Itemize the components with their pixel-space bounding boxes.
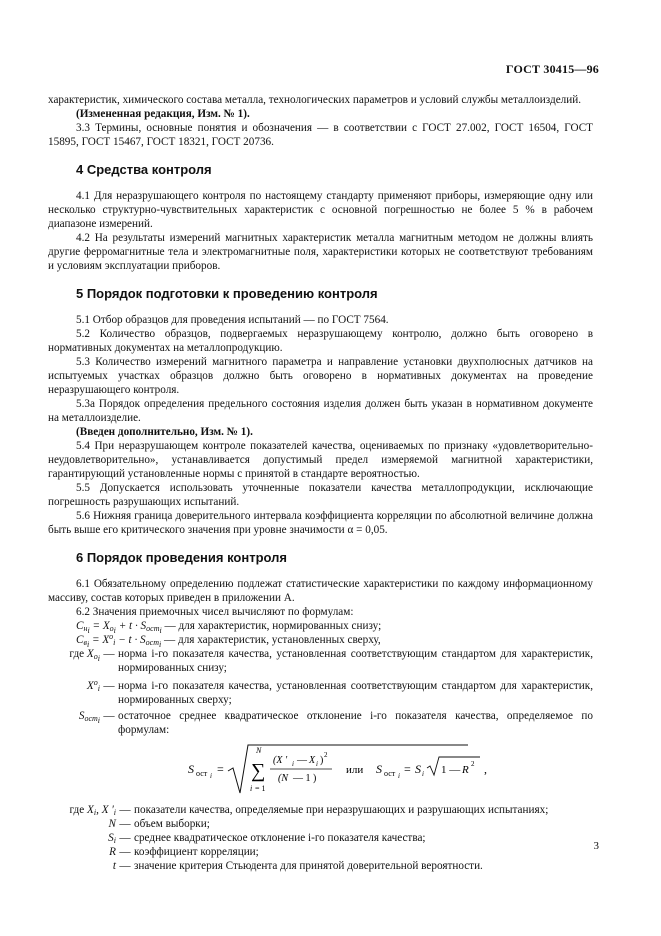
definition-n: N — объем выборки; [48,817,593,831]
symbol-x0-lower: $X_{o_i}$ [86,648,100,663]
svg-text:S: S [376,762,382,776]
definition-text: объем выборки; [134,818,210,830]
svg-text:i: i [250,784,253,793]
definition-text: показатели качества, определяемые при неразрушающих и разрушающих испытаниях; [134,804,549,816]
paragraph-5-6: 5.6 Нижняя граница доверительного интервала коэффициента корреляции по абсолютной величине должна быть выше его критического значения при уровне значимости α = 0,05. [48,510,593,536]
formula-upper [48,633,593,647]
paragraph-4-1: 4.1 Для неразрушающего контроля по настоящему стандарту применяют приборы, измеряющие одну или несколько структурно-чувствительных характеристик с основной погрешностью не более 5 % в рабочем диапазоне измерений. [48,190,593,230]
where-label: где [69,648,85,660]
formula-lower [48,619,593,633]
formula-upper-tail: — для характеристик, установленных сверху, [161,634,381,646]
page-body [48,93,593,873]
svg-text:S: S [188,762,194,776]
svg-text:X: X [309,755,316,766]
paragraph-3-3: 3.3 Термины, основные понятия и обозначения — в соответствии с ГОСТ 27.002, ГОСТ 16504, ГОСТ 15895, ГОСТ 15467, ГОСТ 18321, ГОСТ 20736. [48,122,593,148]
standard-header: ГОСТ 30415—96 [505,62,599,76]
formula-lower-expr: $C_{н_i} = X_{o_i} + t \cdot S_{ост_i}$ [76,620,162,635]
definition-xi: где $X_i$, X $'_i$ — показатели качества, определяемые при неразрушающих и разрушающих испытаниях; [48,803,593,817]
definition-text: среднее квадратическое отклонение i-го показателя качества; [134,832,426,844]
symbol-si: $S_i$ [108,832,116,845]
paragraph-4-2: 4.2 На результаты измерений магнитных характеристик металла магнитным методом не должны влиять другие ферромагнитные тела и электромагнитные поля, характеристики которых не соответствуют требованиям и условиям эксплуатации приборов. [48,232,593,272]
svg-text:∑: ∑ [251,760,266,782]
svg-text:ост: ост [384,769,396,778]
formula-lower-tail: — для характеристик, нормированных снизу; [161,620,382,632]
svg-text:i: i [292,760,294,768]
paragraph-5-4: 5.4 При неразрушающем контроле показателей качества, оцениваемых по признаку «удовлетворительно-неудовлетворительно», устанавливается допустимый предел измеряемой магнитной характеристики, гарантирующий установленные нормы с принятой в стандарте вероятностью. [48,440,593,480]
paragraph-5-3a: 5.3а Порядок определения предельного состояния изделия должен быть указан в нормативном документе на металлоизделие. [48,398,593,424]
svg-text:= 1: = 1 [255,784,266,793]
where-label-2: где [69,804,85,816]
paragraph-5-2: 5.2 Количество образцов, подвергаемых неразрушающему контролю, должно быть оговорено в нормативных документах на металлопродукцию. [48,328,593,354]
svg-text:ост: ост [196,769,208,778]
svg-text:1 —: 1 — [441,764,461,776]
svg-text:i: i [316,760,318,768]
svg-text:): ) [320,755,324,766]
svg-text:2: 2 [324,751,328,759]
definition-text: остаточное среднее квадратическое отклонение i-го показателя качества, определяемое по формулам: [118,710,593,736]
svg-text:=: = [404,762,411,776]
amendment-note-2: (Введен дополнительно, Изм. № 1). [76,426,253,438]
symbol-xi: $X_i$, X $'_i$ [87,804,116,817]
definition-x0-upper: $X^o_i$ — норма i-го показателя качества, установленная соответствующим стандартом для характеристик, нормированных сверху; [48,679,593,707]
definition-si: $S_i$ — среднее квадратическое отклонение i-го показателя качества; [48,831,593,845]
svg-text:(X ′: (X ′ [273,755,288,766]
paragraph-6-2: 6.2 Значения приемочных чисел вычисляют по формулам: [76,606,354,618]
symbol-t: t [112,860,116,872]
svg-text:R: R [462,764,469,776]
paragraph-continuation: характеристик, химического состава металла, технологических параметров и условий службы металлоизделий. [48,94,582,106]
paragraph-5-5: 5.5 Допускается использовать уточненные показатели качества металлопродукции, исключающие погрешность разрушающих испытаний. [48,482,593,508]
amendment-note: (Измененная редакция, Изм. № 1). [76,108,250,120]
svg-text:N: N [256,746,262,755]
residual-deviation-formula [48,743,593,797]
symbol-n: N [108,818,116,830]
svg-text:— 1 ): — 1 ) [293,773,317,784]
svg-text:i: i [210,772,212,780]
paragraph-5-3: 5.3 Количество измерений магнитного параметра и направление установки двухполюсных датчиков на испытуемых участках образцов должно быть оговорено в нормативных документах на проведение неразрушающего контроля. [48,356,593,396]
paragraph-6-1: 6.1 Обязательному определению подлежат статистические характеристики по каждому информационному массиву, состав которых приведен в приложении А. [48,578,593,604]
definition-text: значение критерия Стьюдента для принятой доверительной вероятности. [134,860,483,872]
section-6-title: 6 Порядок проведения контроля [76,550,287,565]
definition-t: t — значение критерия Стьюдента для принятой доверительной вероятности. [48,859,593,873]
section-5-title: 5 Порядок подготовки к проведению контроля [76,286,378,301]
svg-text:i: i [422,770,424,778]
definition-text: норма i-го показателя качества, установленная соответствующим стандартом для характеристик, нормированных сверху; [118,680,593,706]
svg-text:(N: (N [278,773,288,784]
svg-text:=: = [217,762,224,776]
definition-text: норма i-го показателя качества, установленная соответствующим стандартом для характеристик, нормированных снизу; [118,648,593,674]
svg-text:—: — [297,755,307,766]
symbol-x0-upper: $X^o_i$ [86,678,100,693]
svg-text:,: , [484,762,487,776]
definition-x0-lower: где $X_{o_i}$ — норма i-го показателя качества, установленная соответствующим стандартом для характеристик, нормированных снизу; [69,648,593,674]
residual-deviation-formula-graphic [48,743,593,797]
symbol-r: R [109,846,116,858]
definition-s-ost: $S_{ост_i}$ — остаточное среднее квадратическое отклонение i-го показателя качества, определяемое по формулам: [48,709,593,737]
formula-upper-expr: $C_{в_i} = X^o_i - t \cdot S_{ост_i}$ [76,632,162,649]
definition-text: коэффициент корреляции; [134,846,259,858]
page-number: 3 [593,840,599,852]
svg-text:i: i [398,772,400,780]
paragraph-5-1: 5.1 Отбор образцов для проведения испытаний — по ГОСТ 7564. [76,314,389,326]
or-word: или [346,764,364,776]
definition-r: R — коэффициент корреляции; [48,845,593,859]
svg-text:S: S [415,762,421,776]
symbol-s-ost: $S_{ост_i}$ [78,710,100,725]
svg-text:2: 2 [471,760,475,768]
section-4-title: 4 Средства контроля [76,162,212,177]
